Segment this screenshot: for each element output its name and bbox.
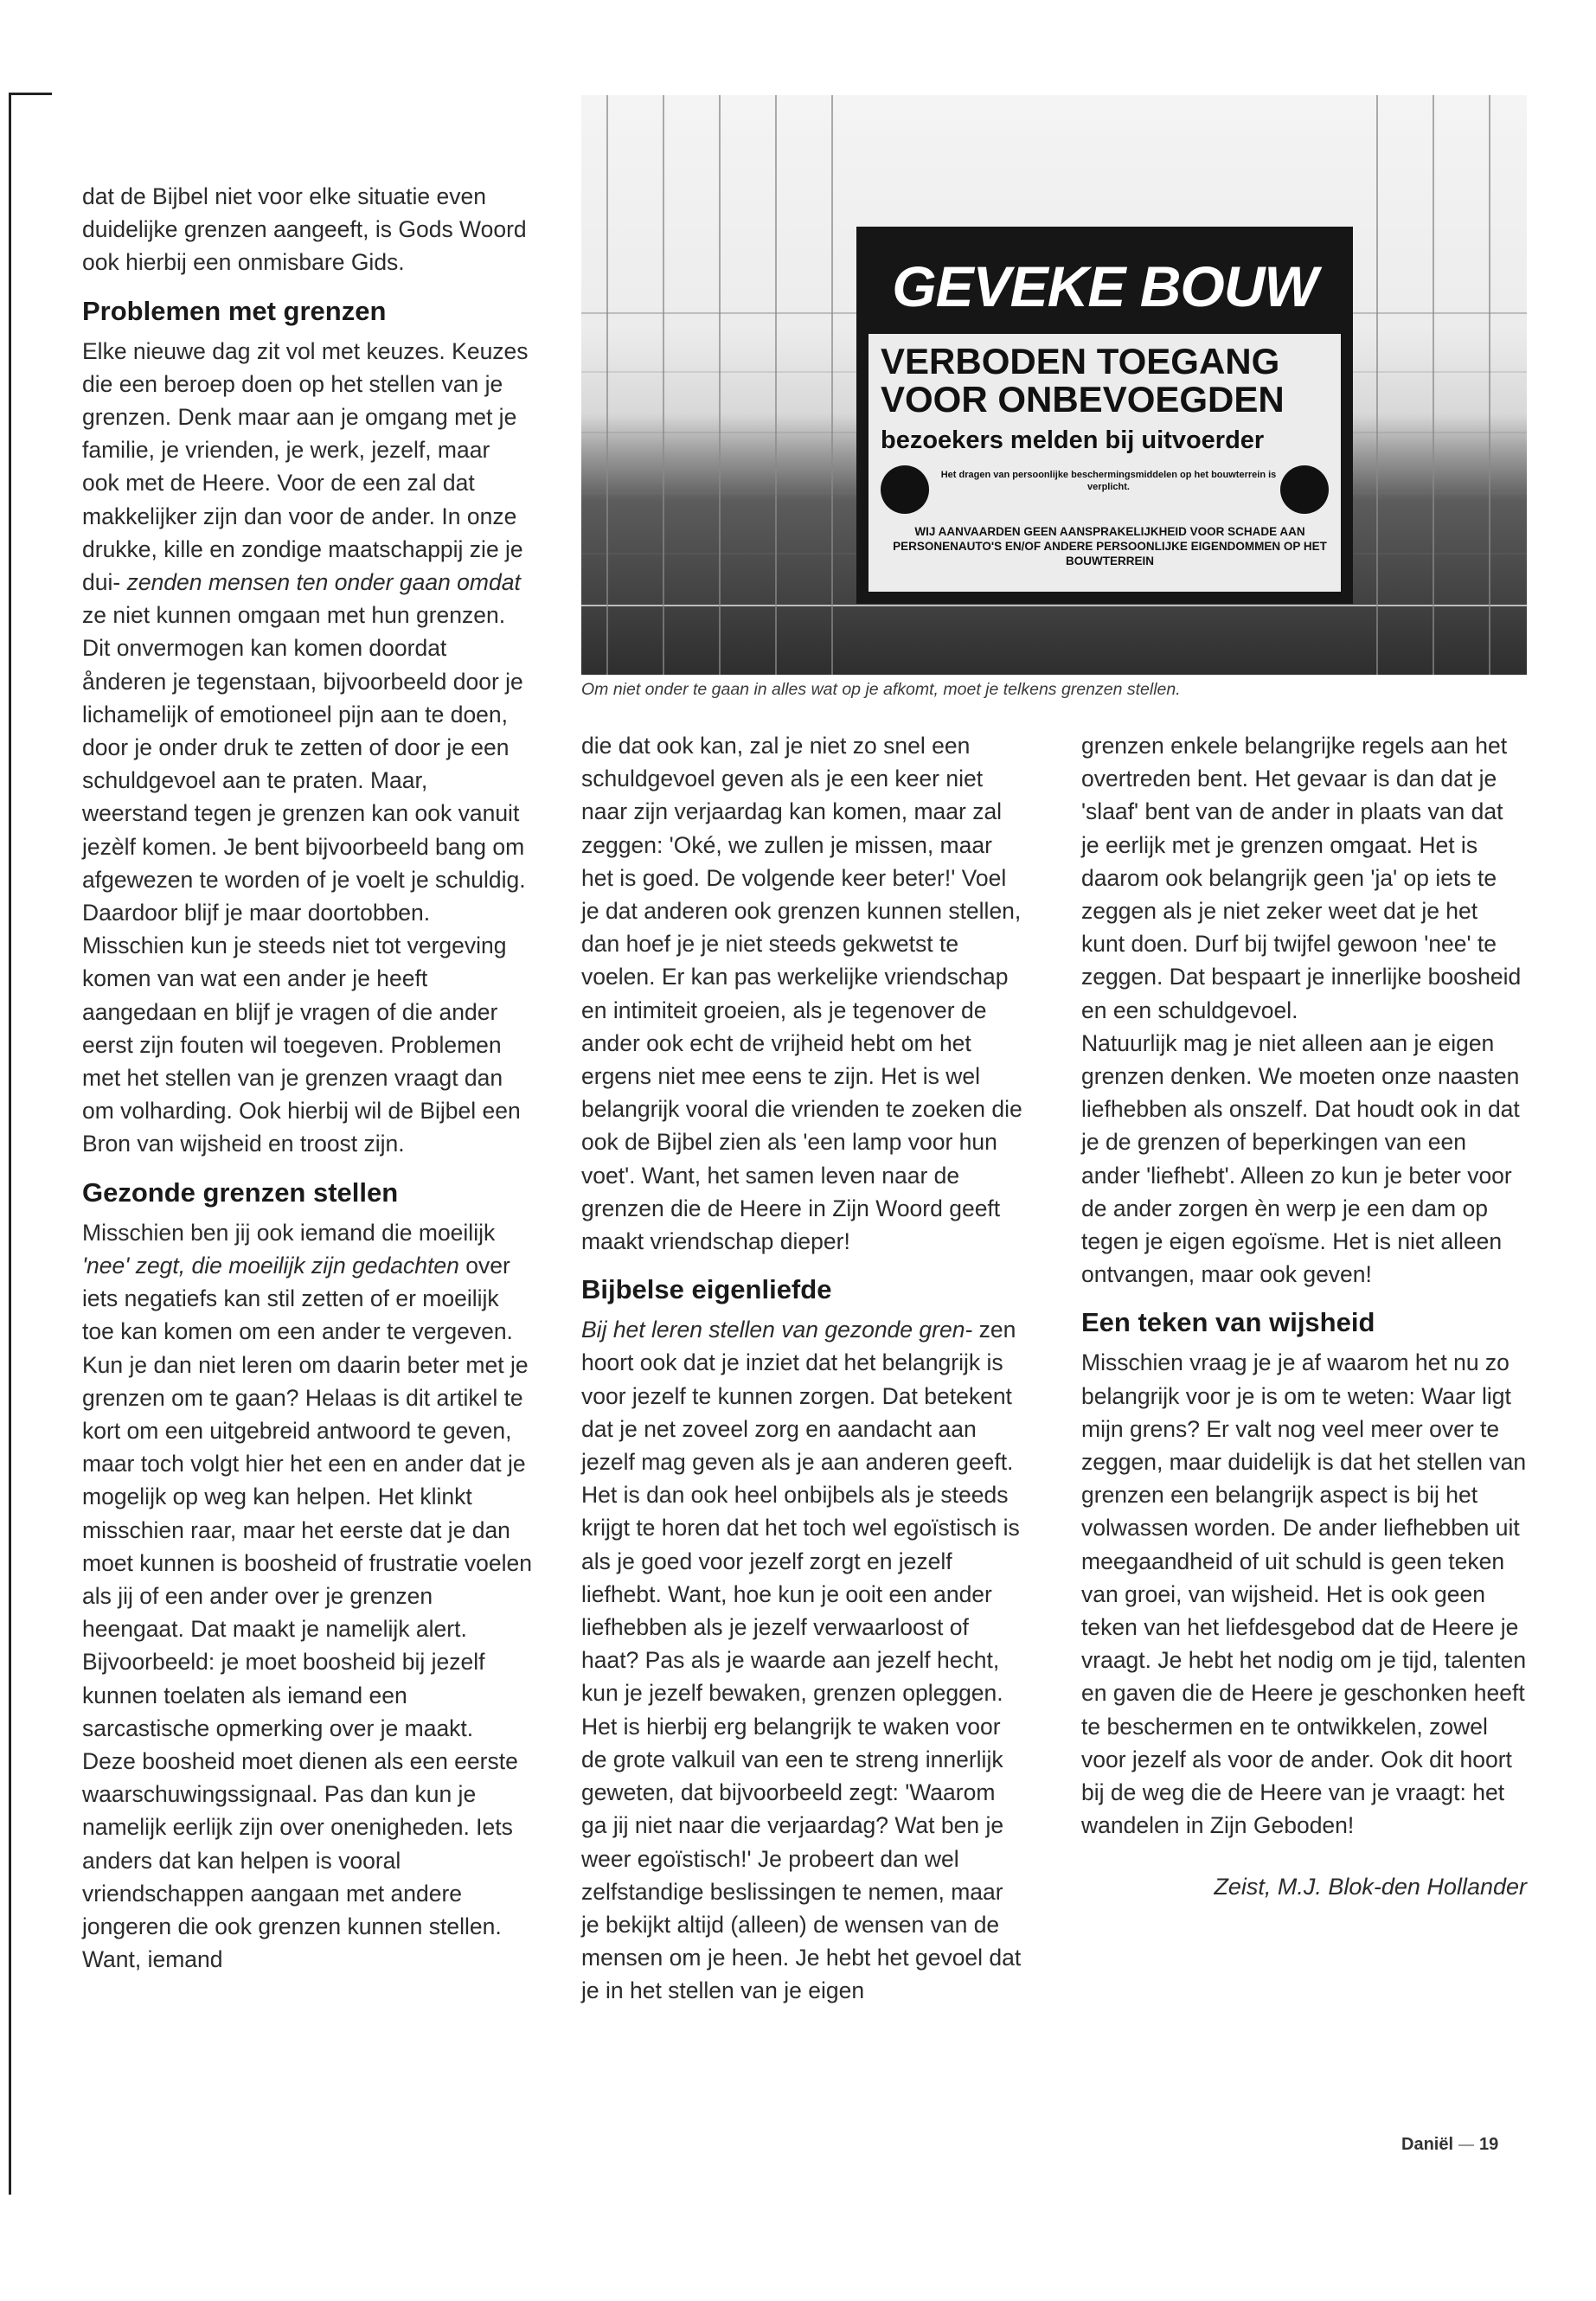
column-2 [581, 729, 1022, 2008]
paragraph [581, 1313, 1022, 2007]
sign-line-1: VERBODEN TOEGANG [881, 341, 1280, 381]
page-number: 19 [1479, 2135, 1499, 2154]
paragraph [82, 335, 532, 1161]
paragraph: Natuurlijk mag je niet alleen aan je eigen grenzen denken. We moeten onze naasten liefhebben als onszelf. Dat houdt ook in dat je de grenzen of beperkingen van een ander 'liefhebt'. Alleen zo kun je beter voor de ander zorgen èn werp je een dam op tegen je eigen egoïsme. Het is niet alleen ontvangen, maar ook geven! [1081, 1029, 1520, 1288]
paragraph: die dat ook kan, zal je niet zo snel een schuldgevoel geven als je een keer niet naar zijn verjaardag kan komen, maar zal zeggen: 'Oké, we zullen je missen, maar het is goed. De volgende keer beter!' Voel je dat anderen ook grenzen kunnen stellen, dan hoef je je niet steeds gekwetst te voelen. Er kan pas werkelijke vriendschap en intimiteit groeien, als je tegenover de ander ook echt de vrijheid hebt om het ergens niet mee eens te zijn. Het is wel belangrijk vooral die vrienden te zoeken die ook de Bijbel zien als 'een lamp voor hun voet'. Want, het samen leven naar de grenzen die de Heere in Zijn Woord geeft maakt vriendschap dieper! [581, 733, 1022, 1255]
photo-caption: Om niet onder te gaan in alles wat op je afkomt, moet je telkens grenzen stellen. [581, 680, 1181, 699]
paragraph [82, 1216, 532, 1977]
text-run: Misschien ben jij ook iemand die moeilijk [82, 1219, 496, 1246]
section-heading-gezonde: Gezonde grenzen stellen [82, 1176, 399, 1208]
safety-boot-icon [1280, 465, 1329, 514]
section-heading-bijbelse: Bijbelse eigenliefde [581, 1274, 832, 1305]
section-heading-wijsheid: Een teken van wijsheid [1081, 1307, 1375, 1338]
footer-separator [1458, 2144, 1474, 2146]
italic-text-run: zenden mensen ten onder gaan omdat [126, 569, 521, 596]
italic-text-run: Bij het leren stellen van gezonde gren- [581, 1317, 973, 1343]
crop-mark-vertical [9, 93, 11, 2195]
sign-title: GEVEKE BOUW [869, 239, 1341, 334]
crop-mark-horizontal [9, 93, 52, 95]
column-3 [1081, 729, 1527, 1903]
paragraph: Misschien vraag je je af waarom het nu zo belangrijk voor je is om te weten: Waar ligt mijn grens? Er valt nog veel meer over te zeggen, maar duidelijk is dat het stellen van grenzen een belangrijk aspect is bij het volwassen worden. De ander liefhebben uit meegaandheid of uit schuld is geen teken van groei, van wijsheid. Het is ook geen teken van het liefdesgebod dat de Heere je vraagt. Je hebt het nodig om je tijd, talenten en gaven die de Heere je geschonken heeft te beschermen en te ontwikkelen, zowel voor jezelf als voor de ander. Ook dit hoort bij de weg die de Heere van je vraagt: het wandelen in Zijn Geboden! [1081, 1349, 1527, 1839]
italic-text-run: 'nee' zegt, die moeilijk zijn gedachten [82, 1252, 459, 1279]
sign-line-2: VOOR ONBEVOEGDEN [881, 379, 1285, 420]
page-footer [1401, 2135, 1498, 2155]
safety-helmet-icon [881, 465, 929, 514]
sign-small-text: Het dragen van persoonlijke beschermingsmiddelen op het bouwterrein is verplicht. [940, 470, 1277, 492]
paragraph: dat de Bijbel niet voor elke situatie even duidelijke grenzen aangeeft, is Gods Woord ook hierbij een onmisbare Gids. [82, 183, 527, 276]
construction-sign-photo [581, 95, 1527, 675]
magazine-name: Daniël [1401, 2135, 1454, 2154]
text-run: Elke nieuwe dag zit vol met keuzes. Keuzes die een beroep doen op het stellen van je grenzen. Denk maar aan je omgang met je familie, je vrienden, je werk, jezelf, maar ook met de Heere. Voor de een zal dat makkelijker zijn dan voor de ander. In onze drukke, kille en zondige maatschappij zie je dui- [82, 337, 529, 596]
text-run: over iets negatiefs kan stil zetten of er moeilijk toe kan komen om een ander te vergeven. Kun je dan niet leren om daarin beter met je grenzen om te gaan? Helaas is dit artikel te kort om een uitgebreid antwoord te geven, maar toch volgt hier het een en ander dat je mogelijk op weg kan helpen. Het klinkt misschien raar, maar het eerste dat je dan moet kunnen is boosheid of frustratie voelen als jij of een ander over je grenzen heengaat. Dat maakt je namelijk alert. Bijvoorbeeld: je moet boosheid bij jezelf kunnen toelaten als iemand een sarcastische opmerking over je maakt. Deze boosheid moet dienen als een eerste waarschuwingssignaal. Pas dan kun je namelijk eerlijk zijn over onenigheden. Iets anders dat kan helpen is vooral vriendschappen aangaan met andere jongeren die ook grenzen kunnen stellen. Want, iemand [82, 1252, 533, 1973]
section-heading-problemen: Problemen met grenzen [82, 295, 387, 326]
column-1 [82, 180, 532, 1976]
sign-fine-print: WIJ AANVAARDEN GEEN AANSPRAKELIJKHEID VOOR SCHADE AAN PERSONENAUTO'S EN/OF ANDERE PERSOONLIJKE EIGENDOMMEN OP HET BOUWTERREIN [893, 525, 1327, 567]
warning-sign [856, 227, 1353, 604]
paragraph: grenzen enkele belangrijke regels aan het overtreden bent. Het gevaar is dan dat je 'slaaf' bent van de ander in plaats van dat je eerlijk met je grenzen omgaat. Het is daarom ook belangrijk geen 'ja' op iets te zeggen als je niet zeker weet dat je het kunt doen. Durf bij twijfel gewoon 'nee' te zeggen. Dat bespaart je innerlijke boosheid en een schuldgevoel. [1081, 733, 1522, 1023]
text-run: ze niet kunnen omgaan met hun grenzen. Dit onvermogen kan komen doordat ånderen je tegenstaan, bijvoorbeeld door je lichamelijk of emotioneel pijn aan te doen, door je onder druk te zetten of door je een schuldgevoel aan te praten. Maar, weerstand tegen je grenzen kan ook vanuit jezèlf komen. Je bent bijvoorbeeld bang om afgewezen te worden of je voelt je schuldig. Daardoor blijf je maar doortobben. Misschien kun je steeds niet tot vergeving komen van wat een ander je heeft aangedaan en blijf je vragen of die ander eerst zijn fouten wil toegeven. Problemen met het stellen van je grenzen vraagt dan om volharding. Ook hierbij wil de Bijbel een Bron van wijsheid en troost zijn. [82, 602, 526, 1157]
text-run: zen hoort ook dat je inziet dat het belangrijk is voor jezelf te kunnen zorgen. Dat betekent dat je net zoveel zorg en aandacht aan jezelf mag geven als je aan anderen geeft. Het is dan ook heel onbijbels als je steeds krijgt te horen dat het toch wel egoïstisch is als je goed voor jezelf zorgt en jezelf liefhebt. Want, hoe kun je ooit een ander liefhebben als je jezelf verwaarloost of haat? Pas als je waarde aan jezelf hecht, kun je jezelf bewaken, grenzen opleggen. Het is hierbij erg belangrijk te waken voor de grote valkuil van een te streng innerlijk geweten, dat bijvoorbeeld zegt: 'Waarom ga jij niet naar die verjaardag? Wat ben je weer egoïstisch!' Je probeert dan wel zelfstandige beslissingen te nemen, maar je bekijkt altijd (alleen) de wensen van de mensen om je heen. Je hebt het gevoel dat je in het stellen van je eigen [581, 1317, 1022, 2004]
author-signature: Zeist, M.J. Blok-den Hollander [1214, 1873, 1527, 1900]
sign-line-3: bezoekers melden bij uitvoerder [881, 426, 1265, 454]
